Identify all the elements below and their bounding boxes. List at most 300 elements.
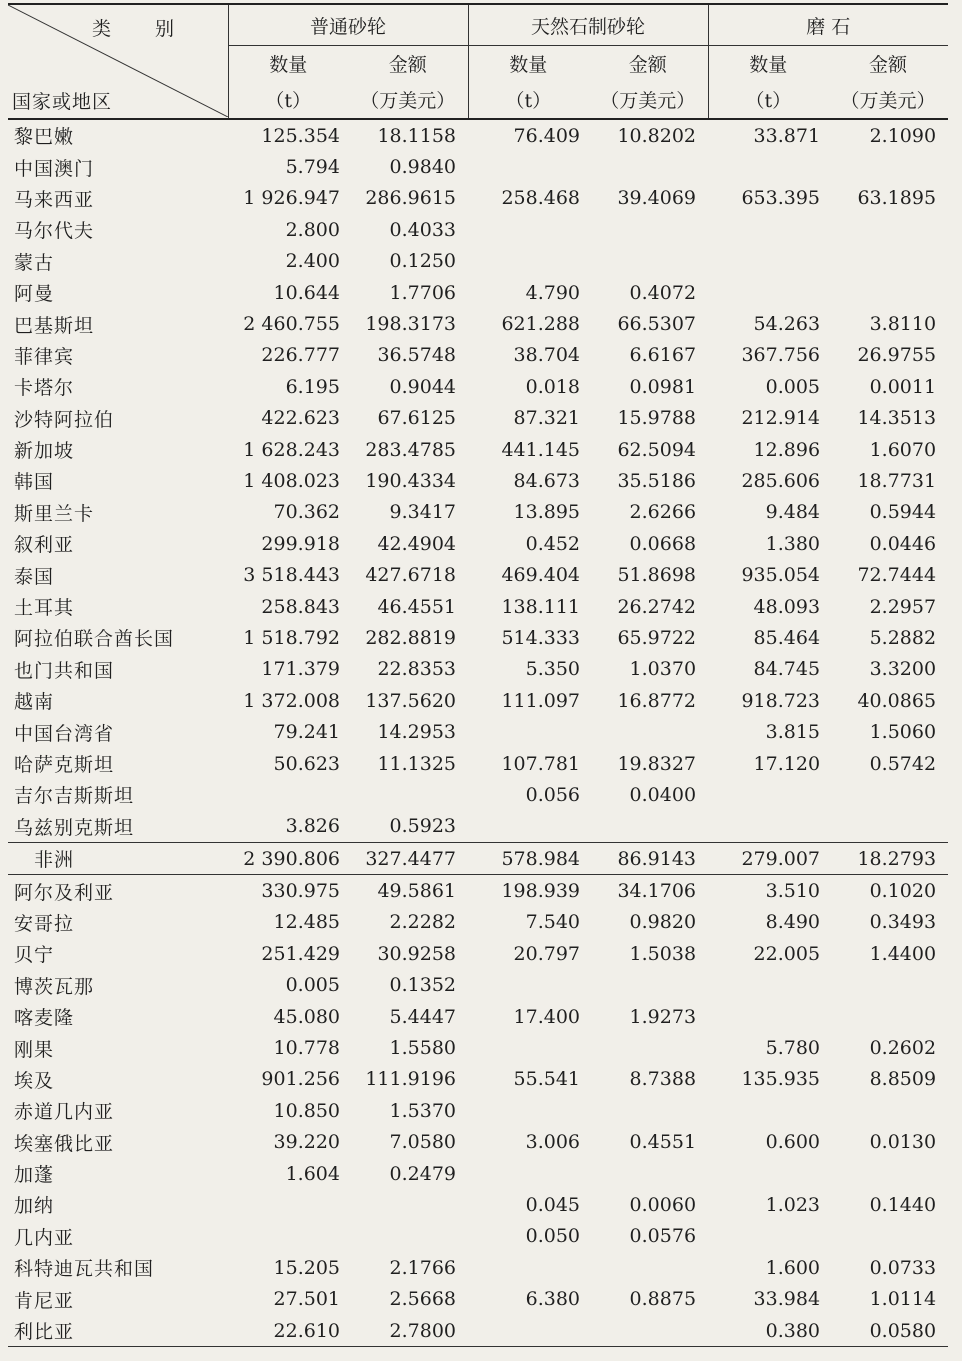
grinding-wheel-amount-cell: 2.2282 xyxy=(389,911,457,934)
country-name: 埃塞俄比亚 xyxy=(14,1132,115,1155)
natural-stone-amount-cell: 35.5186 xyxy=(617,469,697,492)
whetstone-qty-cell: 135.935 xyxy=(741,1068,821,1091)
qty-header: 数量 xyxy=(228,46,348,81)
whetstone-qty-cell: 0.600 xyxy=(765,1131,821,1154)
whetstone-qty-cell: 22.005 xyxy=(753,942,821,965)
natural-stone-qty-cell xyxy=(468,811,588,843)
table-row xyxy=(8,1095,948,1126)
region-name: 非洲 xyxy=(8,842,228,874)
whetstone-qty-cell: 33.984 xyxy=(753,1288,821,1311)
whetstone-qty-cell xyxy=(708,1221,828,1252)
whetstone-amount-cell: 2.2957 xyxy=(869,595,937,618)
country-name: 科特迪瓦共和国 xyxy=(14,1258,155,1281)
natural-stone-qty-cell: 38.704 xyxy=(513,344,581,367)
whetstone-qty-cell: 653.395 xyxy=(741,187,821,210)
table-row xyxy=(8,403,948,434)
table-row xyxy=(8,938,948,969)
grinding-wheel-amount-cell: 67.6125 xyxy=(377,407,457,430)
whetstone-qty-cell: 3.510 xyxy=(765,880,821,903)
country-name: 肯尼亚 xyxy=(14,1289,75,1312)
grinding-wheel-amount-cell: 1.7706 xyxy=(389,281,457,304)
whetstone-amount-cell xyxy=(828,970,948,1001)
natural-stone-amount-cell: 0.4551 xyxy=(629,1131,697,1154)
grinding-wheel-qty-cell: 2 390.806 xyxy=(228,842,348,874)
grinding-wheel-amount-cell: 49.5861 xyxy=(377,880,457,903)
whetstone-amount-cell: 2.1090 xyxy=(869,124,937,147)
table-row xyxy=(8,1032,948,1063)
natural-stone-amount-cell: 0.0576 xyxy=(629,1225,697,1248)
table-row xyxy=(8,528,948,559)
table-row xyxy=(8,1315,948,1347)
natural-stone-qty-cell xyxy=(468,214,588,245)
whetstone-amount-cell: 14.3513 xyxy=(857,407,937,430)
qty-unit: （t） xyxy=(228,80,348,119)
amount-unit: （万美元） xyxy=(348,80,468,119)
natural-stone-qty-cell: 578.984 xyxy=(468,842,588,874)
whetstone-amount-cell: 1.6070 xyxy=(869,438,937,461)
natural-stone-amount-cell: 0.0060 xyxy=(629,1193,697,1216)
grinding-wheel-qty-cell: 45.080 xyxy=(273,1005,340,1028)
table-row xyxy=(8,214,948,245)
grinding-wheel-qty-cell: 10.778 xyxy=(273,1037,340,1060)
country-name: 斯里兰卡 xyxy=(14,502,95,525)
natural-stone-qty-cell: 0.050 xyxy=(525,1225,581,1248)
whetstone-qty-cell: 918.723 xyxy=(741,689,821,712)
whetstone-qty-cell: 279.007 xyxy=(708,842,828,874)
grinding-wheel-qty-cell: 6.195 xyxy=(285,375,340,398)
country-name: 黎巴嫩 xyxy=(14,126,75,149)
grinding-wheel-amount-cell: 327.4477 xyxy=(348,842,468,874)
table-row xyxy=(8,497,948,528)
grinding-wheel-amount-cell: 137.5620 xyxy=(365,689,457,712)
whetstone-amount-cell: 18.7731 xyxy=(857,469,937,492)
row-header-label: 国家或地区 xyxy=(12,91,113,113)
natural-stone-amount-cell: 0.0668 xyxy=(629,532,697,555)
grinding-wheel-amount-cell: 2.7800 xyxy=(348,1315,468,1347)
amount-unit: （万美元） xyxy=(828,80,948,119)
natural-stone-qty-cell: 3.006 xyxy=(525,1131,581,1154)
grinding-wheel-amount-cell: 0.9044 xyxy=(389,375,457,398)
grinding-wheel-qty-cell: 79.241 xyxy=(273,721,340,744)
table-row xyxy=(8,970,948,1001)
grinding-wheel-amount-cell: 11.1325 xyxy=(377,752,457,775)
whetstone-qty-cell xyxy=(708,277,828,308)
whetstone-amount-cell: 0.1440 xyxy=(869,1193,937,1216)
natural-stone-amount-cell: 26.2742 xyxy=(617,595,697,618)
country-name: 泰国 xyxy=(14,565,55,588)
natural-stone-qty-cell xyxy=(468,1252,588,1283)
table-row xyxy=(8,183,948,214)
country-name: 安哥拉 xyxy=(14,912,75,935)
whetstone-amount-cell: 0.0130 xyxy=(869,1131,937,1154)
country-name: 利比亚 xyxy=(8,1315,228,1347)
grinding-wheel-amount-cell: 42.4904 xyxy=(377,532,457,555)
whetstone-amount-cell xyxy=(828,779,948,810)
grinding-wheel-qty-cell: 422.623 xyxy=(261,407,340,430)
grinding-wheel-amount-cell: 427.6718 xyxy=(365,564,457,587)
natural-stone-amount-cell: 8.7388 xyxy=(629,1068,697,1091)
whetstone-qty-cell: 85.464 xyxy=(753,626,821,649)
whetstone-qty-cell xyxy=(708,151,828,182)
whetstone-amount-cell: 0.0011 xyxy=(869,375,937,398)
natural-stone-qty-cell: 17.400 xyxy=(513,1005,581,1028)
grinding-wheel-qty-cell: 258.843 xyxy=(261,595,340,618)
table-row xyxy=(8,591,948,622)
grinding-wheel-amount-cell xyxy=(348,779,468,810)
whetstone-amount-cell: 0.3493 xyxy=(869,911,937,934)
whetstone-amount-cell: 0.1020 xyxy=(869,880,937,903)
whetstone-amount-cell xyxy=(828,1221,948,1252)
grinding-wheel-qty-cell: 330.975 xyxy=(261,880,340,903)
country-name: 赤道几内亚 xyxy=(14,1101,115,1124)
country-name: 韩国 xyxy=(14,471,55,494)
grinding-wheel-qty-cell: 1 926.947 xyxy=(243,187,340,210)
whetstone-qty-cell: 0.005 xyxy=(765,375,821,398)
country-name: 马尔代夫 xyxy=(14,220,95,243)
natural-stone-qty-cell: 621.288 xyxy=(501,313,581,336)
grinding-wheel-amount-cell: 0.2479 xyxy=(389,1162,457,1185)
whetstone-qty-cell: 33.871 xyxy=(753,124,821,147)
country-name: 蒙古 xyxy=(14,251,55,274)
whetstone-qty-cell: 12.896 xyxy=(753,438,821,461)
table-body xyxy=(8,119,948,1347)
grinding-wheel-qty-cell: 1 628.243 xyxy=(243,438,340,461)
whetstone-amount-cell: 0.5742 xyxy=(869,752,937,775)
table-row xyxy=(8,654,948,685)
grinding-wheel-amount-cell: 111.9196 xyxy=(365,1068,457,1091)
table-row xyxy=(8,119,948,151)
country-name: 几内亚 xyxy=(14,1226,75,1249)
table-row xyxy=(8,559,948,590)
country-name: 喀麦隆 xyxy=(14,1007,75,1030)
grinding-wheel-qty-cell: 10.850 xyxy=(273,1099,340,1122)
natural-stone-qty-cell: 87.321 xyxy=(513,407,581,430)
whetstone-qty-cell: 17.120 xyxy=(753,752,821,775)
whetstone-qty-cell: 367.756 xyxy=(741,344,821,367)
natural-stone-amount-cell: 2.6266 xyxy=(629,501,697,524)
country-name: 阿尔及利亚 xyxy=(14,881,115,904)
whetstone-amount-cell: 40.0865 xyxy=(857,689,937,712)
whetstone-amount-cell: 1.5060 xyxy=(869,721,937,744)
grinding-wheel-amount-cell: 30.9258 xyxy=(377,942,457,965)
grinding-wheel-amount-cell xyxy=(348,1189,468,1220)
grinding-wheel-qty-cell xyxy=(228,1189,348,1220)
natural-stone-amount-cell xyxy=(588,716,708,747)
natural-stone-amount-cell xyxy=(588,1315,708,1347)
table-row xyxy=(8,308,948,339)
whetstone-qty-cell: 935.054 xyxy=(741,564,821,587)
whetstone-qty-cell: 1.380 xyxy=(765,532,821,555)
natural-stone-qty-cell: 441.145 xyxy=(501,438,581,461)
natural-stone-amount-cell xyxy=(588,1252,708,1283)
country-name: 也门共和国 xyxy=(14,659,115,682)
natural-stone-qty-cell xyxy=(468,970,588,1001)
natural-stone-qty-cell: 7.540 xyxy=(525,911,581,934)
table-row xyxy=(8,779,948,810)
country-name: 加纳 xyxy=(14,1195,55,1218)
table-row xyxy=(8,1064,948,1095)
natural-stone-amount-cell: 10.8202 xyxy=(617,124,697,147)
grinding-wheel-qty-cell: 3 518.443 xyxy=(243,564,340,587)
grinding-wheel-qty-cell xyxy=(228,779,348,810)
whetstone-amount-cell xyxy=(828,214,948,245)
natural-stone-amount-cell xyxy=(588,246,708,277)
whetstone-amount-cell: 0.2602 xyxy=(869,1037,937,1060)
grinding-wheel-qty-cell: 10.644 xyxy=(273,281,340,304)
whetstone-amount-cell xyxy=(828,277,948,308)
natural-stone-qty-cell: 0.452 xyxy=(525,532,581,555)
table-row xyxy=(8,716,948,747)
natural-stone-qty-cell: 107.781 xyxy=(501,752,581,775)
table-row xyxy=(8,1189,948,1220)
whetstone-amount-cell: 5.2882 xyxy=(869,626,937,649)
natural-stone-qty-cell: 258.468 xyxy=(501,187,581,210)
natural-stone-qty-cell: 198.939 xyxy=(501,880,581,903)
grinding-wheel-qty-cell: 299.918 xyxy=(261,532,340,555)
country-name: 中国澳门 xyxy=(14,157,95,180)
natural-stone-amount-cell: 0.0981 xyxy=(629,375,697,398)
whetstone-amount-cell: 0.0446 xyxy=(869,532,937,555)
country-name: 埃及 xyxy=(14,1069,55,1092)
country-name: 阿拉伯联合酋长国 xyxy=(14,628,175,651)
grinding-wheel-qty-cell: 70.362 xyxy=(273,501,340,524)
qty-unit: （t） xyxy=(468,80,588,119)
grinding-wheel-qty-cell: 15.205 xyxy=(273,1256,340,1279)
table-row xyxy=(8,465,948,496)
grinding-wheel-amount-cell: 9.3417 xyxy=(389,501,457,524)
grinding-wheel-qty-cell: 901.256 xyxy=(261,1068,340,1091)
whetstone-qty-cell: 285.606 xyxy=(741,469,821,492)
grinding-wheel-qty-cell: 125.354 xyxy=(261,124,340,147)
whetstone-amount-cell xyxy=(828,811,948,843)
whetstone-amount-cell: 1.0114 xyxy=(869,1288,937,1311)
table-row xyxy=(8,748,948,779)
grinding-wheel-qty-cell: 1 372.008 xyxy=(243,689,340,712)
natural-stone-qty-cell xyxy=(468,246,588,277)
natural-stone-amount-cell: 0.9820 xyxy=(629,911,697,934)
whetstone-qty-cell xyxy=(708,811,828,843)
whetstone-qty-cell xyxy=(708,779,828,810)
country-name: 叙利亚 xyxy=(14,534,75,557)
whetstone-qty-cell xyxy=(708,1001,828,1032)
table-row xyxy=(8,1283,948,1314)
whetstone-qty-cell: 5.780 xyxy=(765,1037,821,1060)
grinding-wheel-qty-cell: 251.429 xyxy=(261,942,340,965)
natural-stone-qty-cell: 5.350 xyxy=(525,658,581,681)
country-name: 新加坡 xyxy=(14,440,75,463)
table-row xyxy=(8,685,948,716)
grinding-wheel-qty-cell: 171.379 xyxy=(261,658,340,681)
natural-stone-qty-cell: 0.056 xyxy=(525,783,581,806)
country-name: 马来西亚 xyxy=(14,188,95,211)
natural-stone-qty-cell: 4.790 xyxy=(525,281,581,304)
table-row xyxy=(8,1001,948,1032)
natural-stone-amount-cell: 65.9722 xyxy=(617,626,697,649)
country-name: 吉尔吉斯斯坦 xyxy=(14,785,135,808)
group-header-grinding-wheel: 普通砂轮 xyxy=(228,4,468,46)
whetstone-amount-cell xyxy=(828,246,948,277)
country-name: 中国台湾省 xyxy=(14,722,115,745)
table-row xyxy=(8,907,948,938)
whetstone-qty-cell xyxy=(708,1158,828,1189)
whetstone-qty-cell: 9.484 xyxy=(765,501,821,524)
amount-header: 金额 xyxy=(628,53,667,76)
table-row xyxy=(8,277,948,308)
grinding-wheel-amount-cell: 2.1766 xyxy=(389,1256,457,1279)
table-row xyxy=(8,1252,948,1283)
grinding-wheel-amount-cell: 282.8819 xyxy=(365,626,457,649)
natural-stone-amount-cell xyxy=(588,1032,708,1063)
whetstone-qty-cell xyxy=(708,214,828,245)
table-row xyxy=(8,151,948,182)
table-row xyxy=(8,811,948,843)
grinding-wheel-qty-cell: 22.610 xyxy=(228,1315,348,1347)
whetstone-amount-cell: 8.8509 xyxy=(869,1068,937,1091)
grinding-wheel-amount-cell: 14.2953 xyxy=(377,721,457,744)
natural-stone-qty-cell: 469.404 xyxy=(501,564,581,587)
whetstone-amount-cell xyxy=(828,1095,948,1126)
whetstone-qty-cell: 84.745 xyxy=(753,658,821,681)
country-name: 贝宁 xyxy=(14,944,55,967)
natural-stone-amount-cell xyxy=(588,1158,708,1189)
qty-header: 数量 xyxy=(708,46,828,81)
natural-stone-qty-cell: 13.895 xyxy=(513,501,581,524)
natural-stone-qty-cell xyxy=(468,151,588,182)
natural-stone-qty-cell: 84.673 xyxy=(513,469,581,492)
grinding-wheel-amount-cell: 283.4785 xyxy=(365,438,457,461)
country-name: 越南 xyxy=(14,691,55,714)
natural-stone-amount-cell: 86.9143 xyxy=(588,842,708,874)
grinding-wheel-amount-cell: 46.4551 xyxy=(377,595,457,618)
natural-stone-amount-cell: 66.5307 xyxy=(617,313,697,336)
natural-stone-qty-cell xyxy=(468,1032,588,1063)
whetstone-amount-cell xyxy=(828,1001,948,1032)
natural-stone-amount-cell: 1.9273 xyxy=(629,1005,697,1028)
whetstone-amount-cell: 26.9755 xyxy=(857,344,937,367)
natural-stone-amount-cell xyxy=(588,970,708,1001)
natural-stone-qty-cell xyxy=(468,716,588,747)
natural-stone-amount-cell: 0.0400 xyxy=(629,783,697,806)
natural-stone-amount-cell: 39.4069 xyxy=(617,187,697,210)
country-name: 土耳其 xyxy=(14,597,75,620)
natural-stone-qty-cell: 20.797 xyxy=(513,942,581,965)
group-header-natural-stone-wheel: 天然石制砂轮 xyxy=(468,4,708,46)
natural-stone-qty-cell: 514.333 xyxy=(501,626,581,649)
country-name: 加蓬 xyxy=(14,1164,55,1187)
whetstone-amount-cell: 1.4400 xyxy=(869,942,937,965)
grinding-wheel-amount-cell: 7.0580 xyxy=(389,1131,457,1154)
natural-stone-amount-cell: 51.8698 xyxy=(617,564,697,587)
grinding-wheel-qty-cell: 27.501 xyxy=(273,1288,340,1311)
table-row xyxy=(8,1158,948,1189)
whetstone-qty-cell: 1.600 xyxy=(765,1256,821,1279)
grinding-wheel-amount-cell: 5.4447 xyxy=(389,1005,457,1028)
natural-stone-amount-cell: 34.1706 xyxy=(617,880,697,903)
grinding-wheel-amount-cell: 1.5370 xyxy=(389,1099,457,1122)
grinding-wheel-amount-cell: 0.4033 xyxy=(389,218,457,241)
country-name: 阿曼 xyxy=(14,283,55,306)
country-name: 沙特阿拉伯 xyxy=(14,408,115,431)
whetstone-qty-cell: 8.490 xyxy=(765,911,821,934)
country-name: 卡塔尔 xyxy=(14,377,75,400)
amount-unit: （万美元） xyxy=(588,80,708,119)
country-name: 乌兹别克斯坦 xyxy=(14,816,135,839)
grinding-wheel-qty-cell: 39.220 xyxy=(273,1131,340,1154)
table-row xyxy=(8,622,948,653)
whetstone-qty-cell xyxy=(708,1095,828,1126)
natural-stone-qty-cell: 111.097 xyxy=(501,689,581,712)
country-name: 博茨瓦那 xyxy=(14,975,95,998)
group-header-whetstone: 磨 石 xyxy=(708,4,948,46)
natural-stone-qty-cell xyxy=(468,1315,588,1347)
grinding-wheel-amount-cell: 22.8353 xyxy=(377,658,457,681)
whetstone-qty-cell: 48.093 xyxy=(753,595,821,618)
natural-stone-amount-cell xyxy=(588,214,708,245)
whetstone-qty-cell: 1.023 xyxy=(765,1193,821,1216)
region-row xyxy=(8,842,948,874)
grinding-wheel-amount-cell: 0.9840 xyxy=(389,156,457,179)
natural-stone-qty-cell: 55.541 xyxy=(513,1068,581,1091)
grinding-wheel-amount-cell: 286.9615 xyxy=(365,187,457,210)
grinding-wheel-qty-cell: 1.604 xyxy=(285,1162,340,1185)
natural-stone-amount-cell xyxy=(588,1095,708,1126)
grinding-wheel-amount-cell: 2.5668 xyxy=(389,1288,457,1311)
export-table xyxy=(8,3,948,1347)
table-row xyxy=(8,371,948,402)
whetstone-amount-cell: 3.3200 xyxy=(869,658,937,681)
natural-stone-amount-cell: 62.5094 xyxy=(617,438,697,461)
grinding-wheel-qty-cell: 1 408.023 xyxy=(243,469,340,492)
whetstone-amount-cell: 18.2793 xyxy=(828,842,948,874)
grinding-wheel-qty-cell xyxy=(228,1221,348,1252)
grinding-wheel-qty-cell: 0.005 xyxy=(285,974,340,997)
natural-stone-amount-cell: 16.8772 xyxy=(617,689,697,712)
natural-stone-amount-cell: 6.6167 xyxy=(629,344,697,367)
table-row xyxy=(8,875,948,907)
country-name: 刚果 xyxy=(14,1038,55,1061)
natural-stone-qty-cell: 6.380 xyxy=(525,1288,581,1311)
whetstone-amount-cell: 3.8110 xyxy=(869,313,937,336)
grinding-wheel-amount-cell: 36.5748 xyxy=(377,344,457,367)
grinding-wheel-qty-cell: 226.777 xyxy=(261,344,340,367)
whetstone-amount-cell: 0.0580 xyxy=(828,1315,948,1347)
table-row xyxy=(8,246,948,277)
whetstone-amount-cell xyxy=(828,1158,948,1189)
grinding-wheel-qty-cell: 5.794 xyxy=(285,156,340,179)
whetstone-qty-cell: 3.815 xyxy=(765,721,821,744)
whetstone-amount-cell: 0.5944 xyxy=(869,501,937,524)
whetstone-qty-cell: 0.380 xyxy=(708,1315,828,1347)
natural-stone-qty-cell xyxy=(468,1158,588,1189)
whetstone-qty-cell: 212.914 xyxy=(741,407,821,430)
whetstone-qty-cell xyxy=(708,246,828,277)
natural-stone-qty-cell: 0.018 xyxy=(525,375,581,398)
grinding-wheel-amount-cell: 1.5580 xyxy=(389,1037,457,1060)
natural-stone-qty-cell xyxy=(468,1095,588,1126)
grinding-wheel-qty-cell: 50.623 xyxy=(273,752,340,775)
amount-header: 金额 xyxy=(869,53,908,76)
natural-stone-qty-cell: 0.045 xyxy=(525,1193,581,1216)
grinding-wheel-qty-cell: 2.400 xyxy=(285,250,340,273)
natural-stone-amount-cell: 0.4072 xyxy=(629,281,697,304)
table-row xyxy=(8,434,948,465)
whetstone-amount-cell: 63.1895 xyxy=(857,187,937,210)
country-name: 菲律宾 xyxy=(14,345,75,368)
whetstone-amount-cell: 72.7444 xyxy=(857,564,937,587)
table-row xyxy=(8,1221,948,1252)
grinding-wheel-qty-cell: 2 460.755 xyxy=(243,313,340,336)
natural-stone-amount-cell: 1.5038 xyxy=(629,942,697,965)
